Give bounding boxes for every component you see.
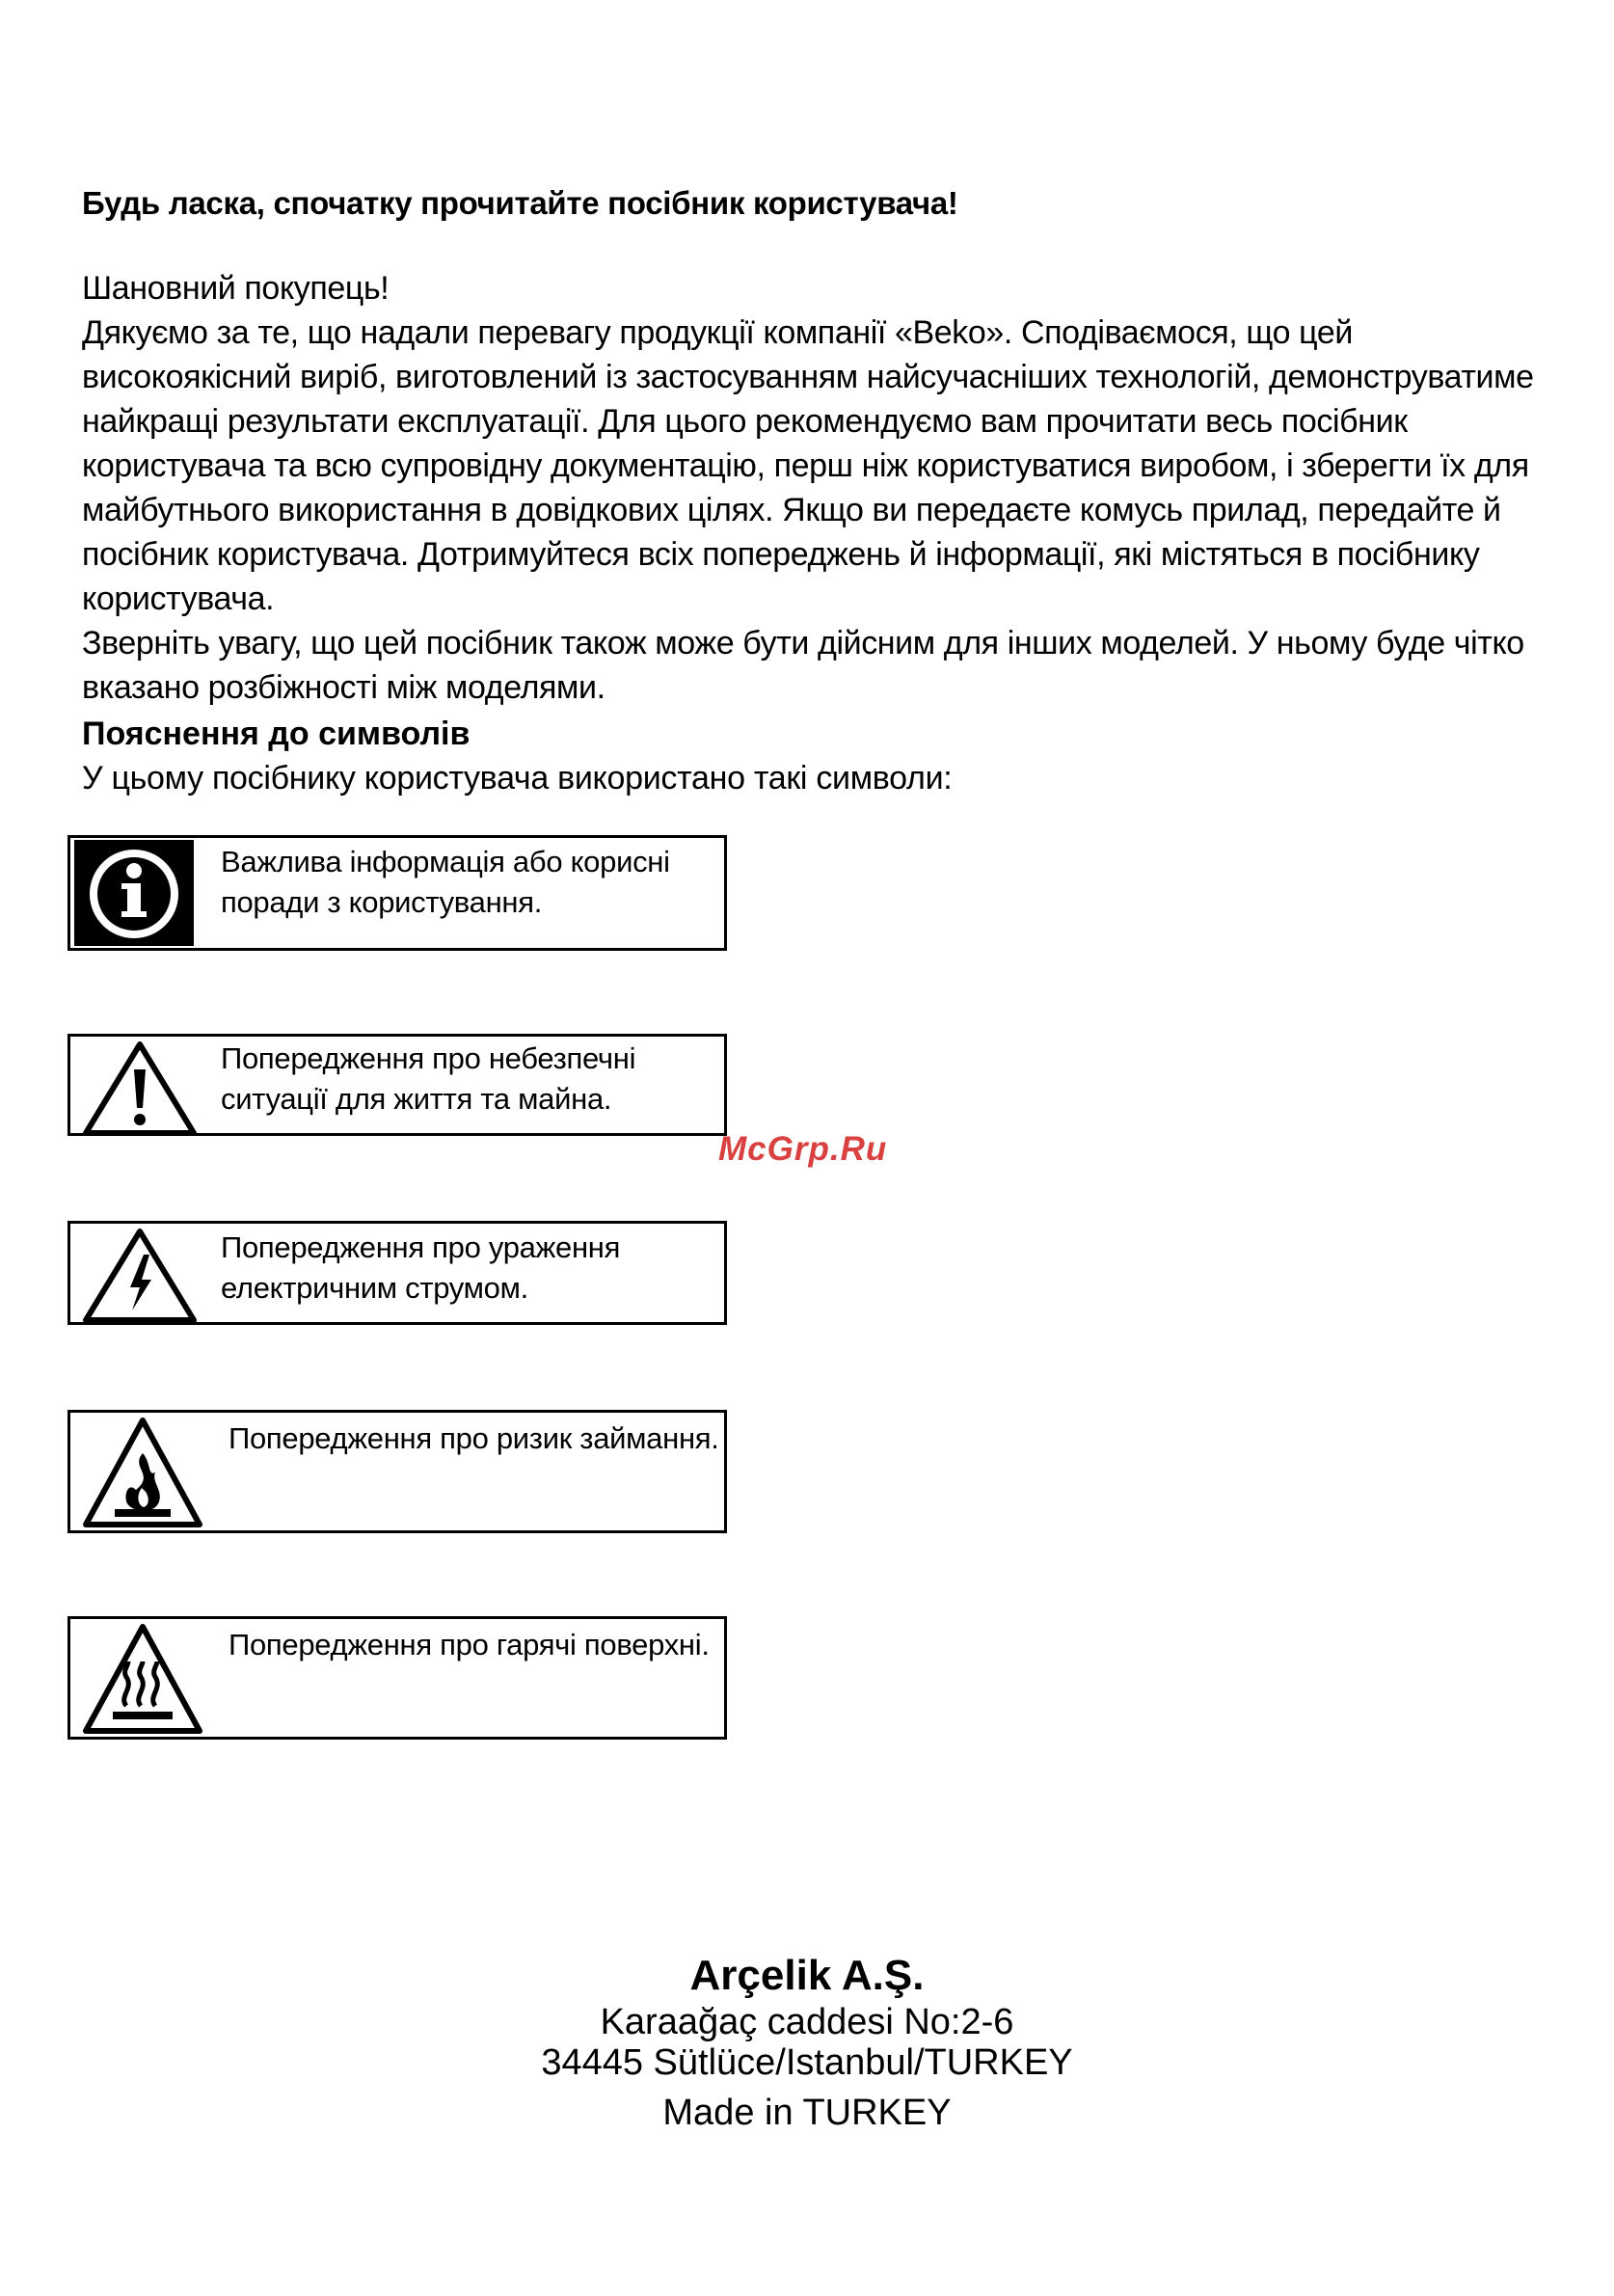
footer-company: Arçelik A.Ş. [689,1952,925,1999]
footer-address [325,2002,1289,2083]
symbol-5-line-1: Попередження про гарячі поверхні. [229,1628,710,1661]
symbol-box-warning [67,1034,727,1136]
footer-street: Karaağaç caddesi No:2-6 [600,2002,1014,2042]
symbol-3-line-2: електричним струмом. [221,1271,528,1305]
symbol-3-line-1: Попередження про ураження [221,1230,621,1264]
symbol-2-line-2: ситуації для життя та майна. [221,1082,612,1116]
section-title: Пояснення до символів [82,716,471,752]
symbol-2-line-1: Попередження про небезпечні [221,1041,636,1075]
symbol-box-info [67,835,727,951]
paragraph-1: Дякуємо за те, що надали перевагу продукції компанії «Beko». Сподіваємося, що цей високоякісний виріб, виготовлений із застосуванням найсучасніших технологій, демонструватиме найкращі результати експлуатації. Для цього рекомендуємо вам прочитати весь посібник користувача та всю супровідну документацію, перш ніж користуватися виробом, і зберегти їх для майбутнього використання в довідкових цілях. Якщо ви передаєте комусь прилад, передайте й посібник користувача. Дотримуйтеся всіх попереджень й інформації, які містяться в посібнику користувача. [82,314,1534,617]
symbol-box-electric [67,1221,727,1325]
greeting: Шановний покупець! [82,270,390,307]
hot-surface-icon [80,1621,205,1737]
intro-text [82,266,1547,710]
symbol-4-line-1: Попередження про ризик займання. [229,1421,719,1455]
fire-hazard-icon [80,1415,205,1530]
footer-city: 34445 Sütlüce/Istanbul/TURKEY [541,2042,1073,2083]
warning-triangle-icon [80,1040,200,1137]
watermark: McGrp.Ru [718,1130,888,1168]
page-title: Будь ласка, спочатку прочитайте посібник користувача! [82,185,958,221]
section-intro: У цьому посібнику користувача використано такі символи: [82,760,953,797]
symbol-1-line-1: Важлива інформація або корисні [221,845,670,878]
paragraph-2: Зверніть увагу, що цей посібник також може бути дійсним для інших моделей. У ньому буде чітко вказано розбіжності між моделями. [82,625,1524,706]
symbol-1-line-2: поради з користування. [221,885,543,919]
footer-made-in: Made in TURKEY [662,2093,952,2133]
info-icon [74,840,194,946]
electric-shock-icon [80,1228,200,1324]
symbol-box-fire [67,1410,727,1533]
symbol-box-hot-surface [67,1616,727,1740]
